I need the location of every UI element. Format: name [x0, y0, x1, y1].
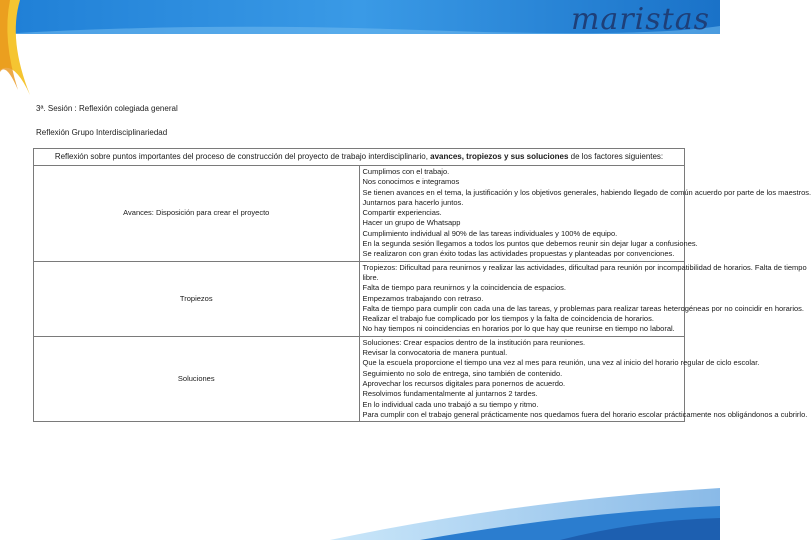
table-title [34, 149, 685, 166]
list-item: Hacer un grupo de Whatsapp [362, 218, 461, 228]
title-text: Reflexión sobre puntos importantes del proceso de construcción del proyecto de trabajo interdisciplinario, [54, 152, 431, 161]
list-item: Resolvimos fundamentalmente al juntarnos 2 tardes. [362, 389, 538, 399]
row-content-avances [359, 166, 811, 262]
list-item: Se tienen avances en el tema, la justificación y los objetivos generales, habiendo llegado de común acuerdo por parte de los maestros. [362, 187, 811, 197]
row-label-soluciones: Soluciones [34, 336, 360, 421]
list-item: Seguimiento no solo de entrega, sino también de contenido. [362, 368, 563, 378]
title-bold-text: avances, tropiezos y sus soluciones [430, 152, 569, 161]
list-item: Compartir experiencias. [362, 208, 442, 218]
list-item: Soluciones: Crear espacios dentro de la institución para reuniones. [362, 337, 586, 347]
list-item: Que la escuela proporcione el tiempo una vez al mes para reunión, una vez al inicio del horario regular de ciclo escolar. [362, 358, 760, 368]
list-item: Falta de tiempo para cumplir con cada una de las tareas, y problemas para realizar tareas heterogéneas por no coincidir en horarios. [362, 303, 804, 313]
row-content-tropiezos [359, 261, 807, 336]
table-row-soluciones [34, 336, 685, 421]
table-title-row [34, 149, 685, 166]
reflection-table [33, 148, 811, 422]
row-label-tropiezos: Tropiezos [34, 261, 360, 336]
list-item: En la segunda sesión llegamos a todos los puntos que debemos reunir sin dejar lugar a confusiones. [362, 239, 698, 249]
row-content-soluciones [359, 336, 808, 421]
list-item: Tropiezos: Dificultad para reunirnos y realizar las actividades, dificultad para reunión por incompatibilidad de horarios. Falta de tiempo [362, 262, 807, 272]
list-item: Para cumplir con el trabajo general prácticamente nos quedamos fuera del horario escolar prácticamente nos obligándonos a cubrirlo. [362, 409, 808, 419]
list-item: Revisar la convocatoria de manera puntual. [362, 348, 508, 358]
list-item: No hay tiempos ni coincidencias en horarios por lo que hay que reunirse en tiempo no laboral. [362, 324, 675, 334]
maristas-logo: maristas [570, 2, 710, 37]
list-item: En lo individual cada uno trabajó a su tiempo y ritmo. [362, 399, 539, 409]
title-end-text: de los factores siguientes: [568, 152, 664, 161]
list-item: Realizar el trabajo fue complicado por los tiempos y la falta de coincidencia de horarios. [362, 314, 654, 324]
list-item: Empezamos trabajando con retraso. [362, 293, 484, 303]
table-row-avances [34, 166, 685, 262]
row-label-avances: Avances: Disposición para crear el proyecto [34, 166, 360, 262]
list-item: Juntarnos para hacerlo juntos. [362, 197, 464, 207]
group-heading: Reflexión Grupo Interdisciplinariedad [36, 128, 168, 137]
list-item: Se realizaron con gran éxito todas las actividades propuestas y planteadas por convenciones. [362, 249, 675, 259]
session-heading: 3ª. Sesión : Reflexión colegiada general [36, 104, 178, 113]
table-row-tropiezos [34, 261, 685, 336]
list-item: Cumplimos con el trabajo. [362, 167, 450, 176]
list-item: Aprovechar los recursos digitales para ponernos de acuerdo. [362, 378, 566, 388]
list-item: Nos conocimos e integramos [362, 177, 460, 187]
list-item: Cumplimiento individual al 90% de las tareas individuales y 100% de equipo. [362, 228, 618, 238]
list-item: Falta de tiempo para reunirnos y la coincidencia de espacios. [362, 283, 566, 293]
list-item: libre. [362, 272, 379, 282]
